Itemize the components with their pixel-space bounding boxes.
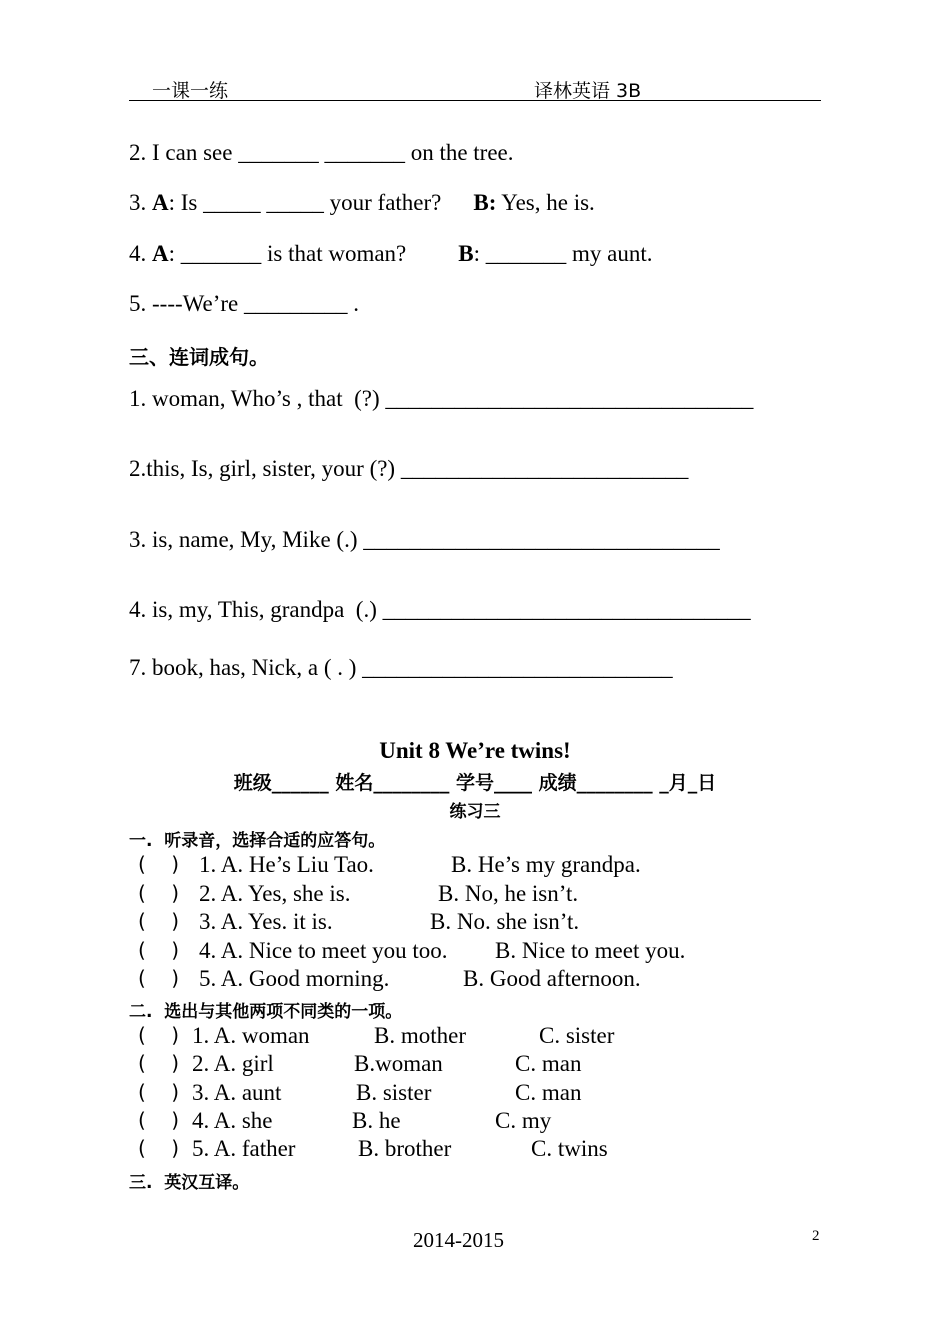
odd-option-b: B. sister xyxy=(356,1080,432,1105)
listening-option-a: 1. A. He’s Liu Tao. xyxy=(199,852,374,877)
header-rule xyxy=(129,100,821,101)
listening-option-a: 3. A. Yes. it is. xyxy=(199,909,333,934)
fill-question-4: 4. A: _______ is that woman? B: _______ my aunt. xyxy=(129,241,653,266)
section-heading-word-order: 三、连词成句。 xyxy=(129,345,269,369)
odd-option-c: C. man xyxy=(515,1051,582,1076)
odd-option-b: B. mother xyxy=(374,1023,466,1048)
answer-bracket: ( ) xyxy=(138,852,180,876)
odd-option-b: B.woman xyxy=(354,1051,443,1076)
odd-option-c: C. sister xyxy=(539,1023,615,1048)
odd-option-c: C. man xyxy=(515,1080,582,1105)
odd-option-a: 2. A. girl xyxy=(192,1051,274,1076)
odd-option-c: C. twins xyxy=(531,1136,608,1161)
listening-option-a: 5. A. Good morning. xyxy=(199,966,390,991)
word-order-item-4: 4. is, my, This, grandpa (.) ________________________________ xyxy=(129,597,751,622)
word-order-item-1: 1. woman, Who’s , that (?) ________________________________ xyxy=(129,386,754,411)
answer-bracket: ( ) xyxy=(138,1108,180,1132)
fill-question-2: 2. I can see _______ _______ on the tree. xyxy=(129,140,514,165)
footer-year: 2014-2015 xyxy=(413,1228,504,1252)
word-order-item-5: 7. book, has, Nick, a ( . ) ___________________________ xyxy=(129,655,673,680)
unit-title: Unit 8 We’re twins! xyxy=(379,738,571,763)
header-title-left: 一课一练 xyxy=(152,80,229,102)
listening-option-b: B. No, he isn’t. xyxy=(438,881,579,906)
odd-option-c: C. my xyxy=(495,1108,552,1133)
answer-bracket: ( ) xyxy=(138,938,180,962)
odd-option-b: B. he xyxy=(352,1108,401,1133)
answer-bracket: ( ) xyxy=(138,1051,180,1075)
odd-option-a: 5. A. father xyxy=(192,1136,296,1161)
odd-option-a: 4. A. she xyxy=(192,1108,273,1133)
word-order-item-3: 3. is, name, My, Mike (.) _______________________________ xyxy=(129,527,720,552)
listening-option-b: B. Good afternoon. xyxy=(463,966,641,991)
listening-option-b: B. He’s my grandpa. xyxy=(451,852,641,877)
section-heading-translation: 三. 英汉互译。 xyxy=(129,1173,250,1193)
answer-bracket: ( ) xyxy=(138,1136,180,1160)
listening-option-a: 4. A. Nice to meet you too. xyxy=(199,938,448,963)
listening-option-a: 2. A. Yes, she is. xyxy=(199,881,351,906)
header-title-right: 译林英语 3B xyxy=(534,80,642,102)
student-info-line: 班级______ 姓名________ 学号____ 成绩________ _月_日 xyxy=(233,772,717,794)
answer-bracket: ( ) xyxy=(138,909,180,933)
listening-option-b: B. No. she isn’t. xyxy=(430,909,580,934)
answer-bracket: ( ) xyxy=(138,966,180,990)
page-number: 2 xyxy=(812,1228,820,1244)
odd-option-b: B. brother xyxy=(358,1136,452,1161)
odd-option-a: 3. A. aunt xyxy=(192,1080,282,1105)
answer-bracket: ( ) xyxy=(138,1080,180,1104)
odd-option-a: 1. A. woman xyxy=(192,1023,310,1048)
fill-question-5: 5. ----We’re _________ . xyxy=(129,291,359,316)
answer-bracket: ( ) xyxy=(138,881,180,905)
section-heading-odd-one-out: 二. 选出与其他两项不同类的一项。 xyxy=(129,1002,403,1022)
fill-question-3: 3. A: Is _____ _____ your father? B: Yes, he is. xyxy=(129,190,595,215)
word-order-item-2: 2.this, Is, girl, sister, your (?) _________________________ xyxy=(129,456,689,481)
exercise-subtitle: 练习三 xyxy=(449,802,501,822)
section-heading-listening: 一. 听录音，选择合适的应答句。 xyxy=(129,831,386,851)
listening-option-b: B. Nice to meet you. xyxy=(495,938,686,963)
answer-bracket: ( ) xyxy=(138,1023,180,1047)
